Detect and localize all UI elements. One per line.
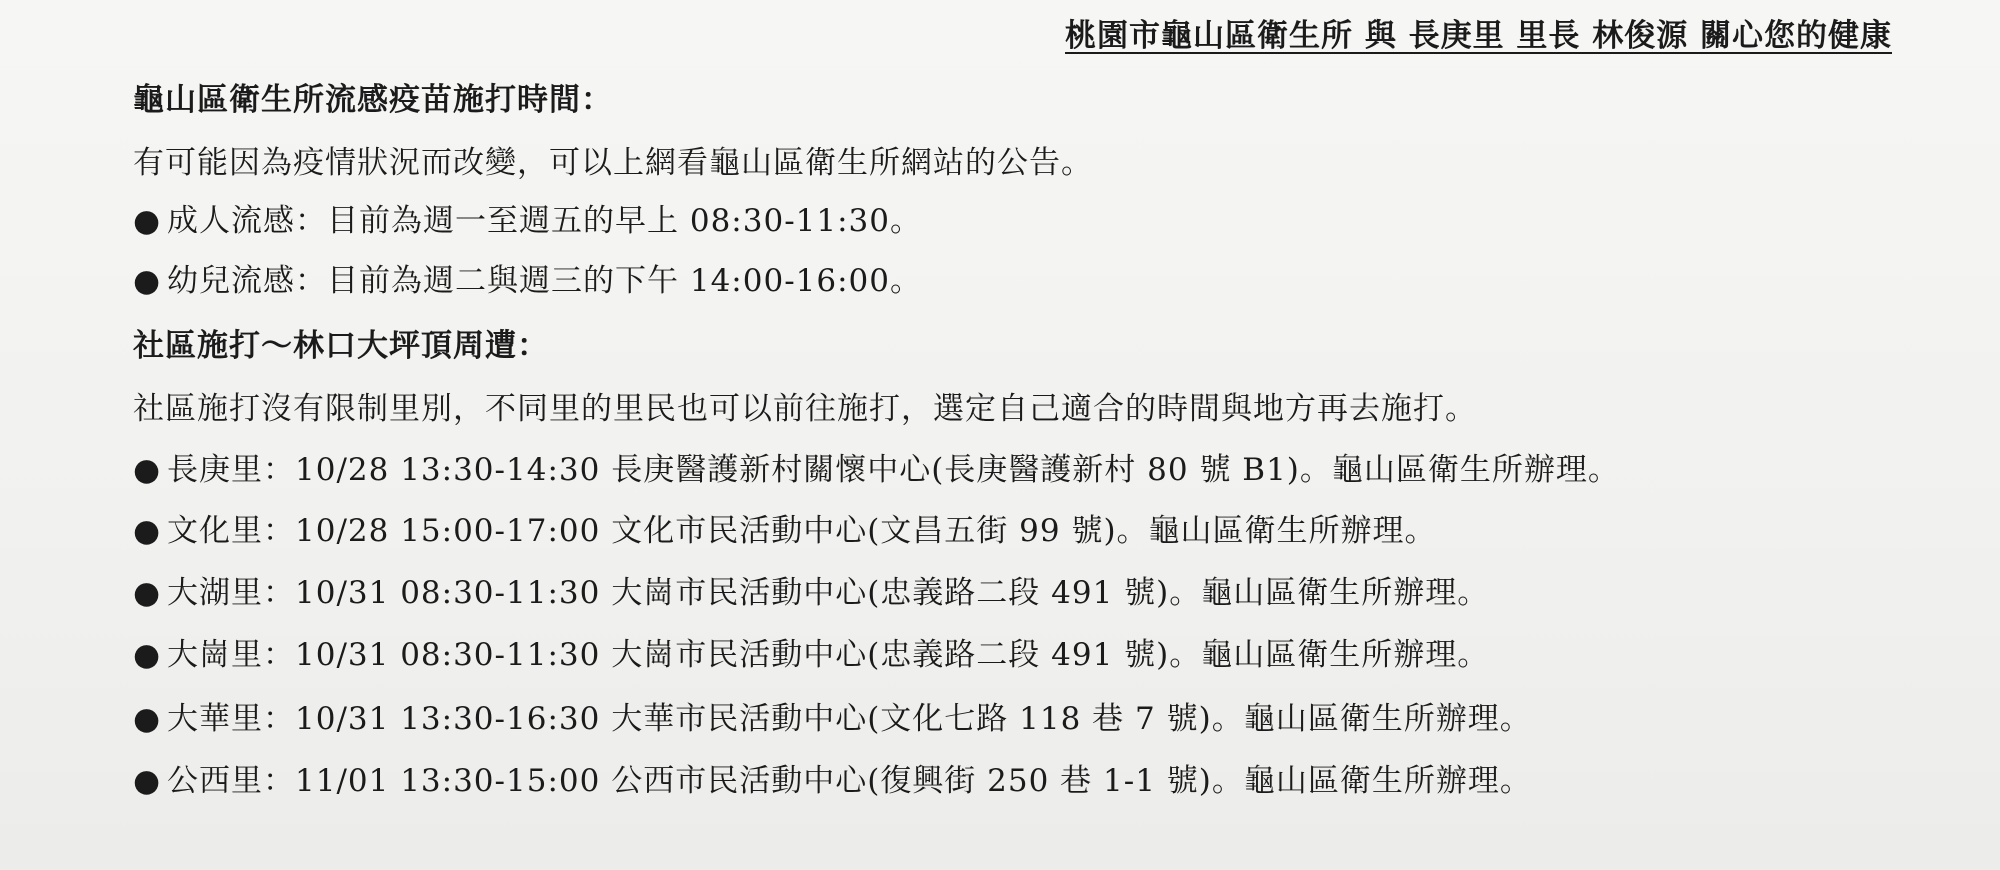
section1-item-child bbox=[133, 255, 922, 300]
list-item bbox=[133, 444, 1620, 489]
list-item-text: 幼兒流感：目前為週二與週三的下午 14:00-16:00。 bbox=[167, 263, 923, 299]
section2-heading: 社區施打～林口大坪頂周遭： bbox=[133, 328, 549, 364]
list-item-text: 文化里：10/28 15:00-17:00 文化市民活動中心(文昌五街 99 號)。龜山區衛生所辦理。 bbox=[167, 513, 1437, 549]
list-item bbox=[133, 693, 1532, 738]
list-item bbox=[133, 629, 1489, 674]
bullet-icon: ● bbox=[133, 701, 162, 737]
section2-note: 社區施打沒有限制里別，不同里的里民也可以前往施打，選定自己適合的時間與地方再去施打。 bbox=[133, 391, 1477, 427]
bullet-icon: ● bbox=[133, 513, 162, 549]
bullet-icon: ● bbox=[133, 575, 162, 611]
list-item-text: 大崗里：10/31 08:30-11:30 大崗市民活動中心(忠義路二段 491 號)。龜山區衛生所辦理。 bbox=[167, 637, 1490, 673]
section1-item-adult bbox=[133, 195, 922, 240]
list-item-text: 公西里：11/01 13:30-15:00 公西市民活動中心(復興街 250 巷 1-1 號)。龜山區衛生所辦理。 bbox=[167, 763, 1532, 799]
list-item-text: 成人流感：目前為週一至週五的早上 08:30-11:30。 bbox=[167, 203, 923, 239]
list-item bbox=[133, 755, 1532, 800]
bullet-icon: ● bbox=[133, 637, 162, 673]
header-title: 桃園市龜山區衛生所 與 長庚里 里長 林俊源 關心您的健康 bbox=[1065, 18, 1892, 54]
section1-heading: 龜山區衛生所流感疫苗施打時間： bbox=[133, 82, 613, 118]
bullet-icon: ● bbox=[133, 452, 162, 488]
bullet-icon: ● bbox=[133, 763, 162, 799]
bullet-icon: ● bbox=[133, 203, 162, 239]
list-item bbox=[133, 567, 1489, 612]
list-item-text: 大湖里：10/31 08:30-11:30 大崗市民活動中心(忠義路二段 491 號)。龜山區衛生所辦理。 bbox=[167, 575, 1490, 611]
section1-note: 有可能因為疫情狀況而改變，可以上網看龜山區衛生所網站的公告。 bbox=[133, 145, 1093, 181]
list-item-text: 大華里：10/31 13:30-16:30 大華市民活動中心(文化七路 118 巷 7 號)。龜山區衛生所辦理。 bbox=[167, 701, 1532, 737]
list-item bbox=[133, 505, 1437, 550]
bullet-icon: ● bbox=[133, 263, 162, 299]
list-item-text: 長庚里：10/28 13:30-14:30 長庚醫護新村關懷中心(長庚醫護新村 80 號 B1)。龜山區衛生所辦理。 bbox=[167, 452, 1620, 488]
